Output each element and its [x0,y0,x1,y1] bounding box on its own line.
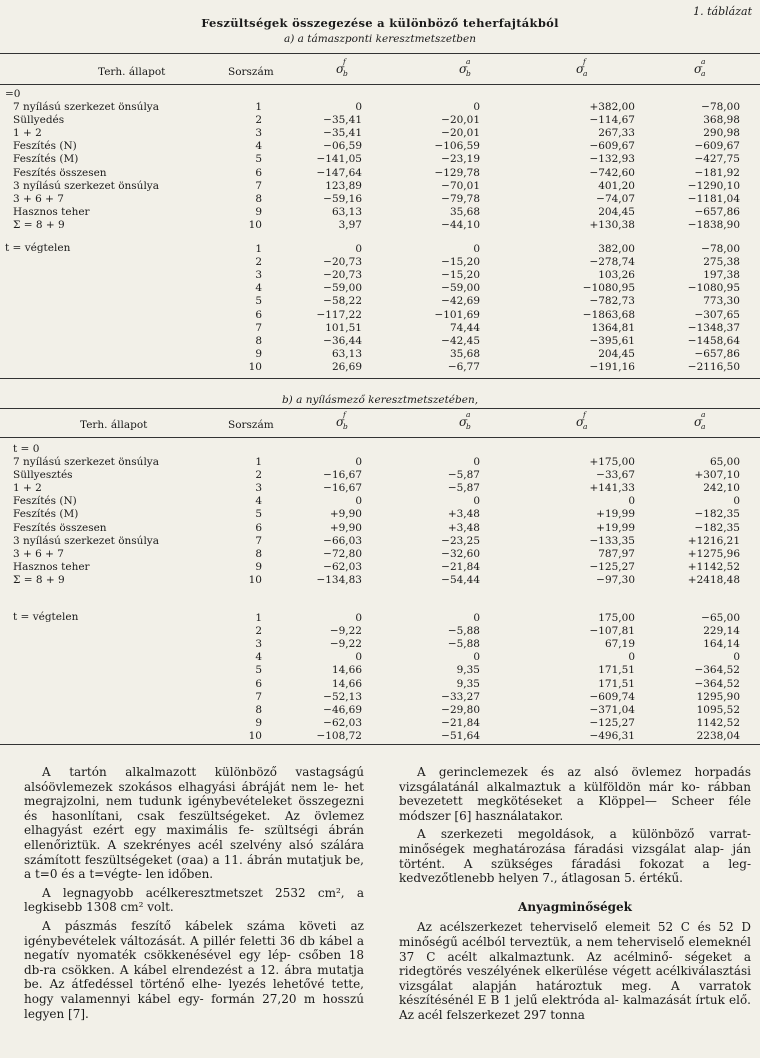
sigma-f-a-cell: −107,81 [589,625,635,638]
sigma-f-a-cell: −1080,95 [582,282,635,295]
number-cell: 8 [255,547,262,560]
sigma-f-a-cell: 204,45 [598,347,635,360]
number-cell: 7 [255,690,262,703]
sigma-f-a-cell: 175,00 [598,612,635,624]
sigma-a-b-cell: −54,44 [441,573,480,586]
sigma-a-b-cell: 9,35 [456,664,480,677]
sigma-a-a-cell: 773,30 [703,295,740,308]
sigma-f-b-cell: 123,89 [325,179,362,192]
right-paragraph-3: Az acélszerkezet teherviselő elemeit 52 C és 52 D minőségű acélból terveztük, a nem teherviselő elemeknél 37 C acélt alkalmaztunk. Az acélminő- ségeket a ridegtörés veszélyének elkerülése végett acélkiválasztási vizsgálat alapján határoztuk meg. A varratok készítésénél E B 1 jelű elektróda al- kalmazását írtuk elő. Az acél felszerkezet 297 tonna [399,920,751,1022]
load-state-cell: Σ = 8 + 9 [13,573,65,586]
sigma-f-a-cell: 787,97 [598,547,635,560]
number-cell: 1 [255,456,262,468]
number-cell: 6 [255,308,262,321]
table-row [0,508,760,520]
table-row [0,127,760,139]
load-state-cell: Süllyedés [13,114,65,127]
sigma-f-a-cell: −742,60 [589,166,635,179]
sigma-a-a-cell: −657,86 [694,205,740,218]
sigma-a-b-cell: −21,84 [441,560,480,573]
load-state-cell: 3 + 6 + 7 [13,547,64,560]
section-heading-materials: Anyagminőségek [518,899,632,914]
table-row [0,295,760,307]
sigma-a-b-cell: −59,00 [441,282,480,295]
sigma-f-b-cell: −72,80 [323,547,362,560]
sigma-f-b-cell: −117,22 [316,308,362,321]
load-state-cell: 3 nyílású szerkezet önsúlya [13,179,159,192]
section-a-header-sigma-a-b: σ a b [459,57,471,78]
sigma-a-a-cell: +1216,21 [687,534,740,547]
sigma-f-b-cell: −16,67 [323,469,362,482]
section-b-title: b) a nyílásmező keresztmetszetében, [281,394,479,406]
section-b-header-number: Sorszám [228,419,274,431]
sigma-f-a-cell: −371,04 [589,703,635,716]
sigma-f-b-cell: −108,72 [316,729,362,742]
sigma-f-a-cell: −278,74 [589,256,635,269]
number-cell: 5 [255,508,262,521]
sigma-a-b-cell: 0 [473,243,480,255]
sigma-f-b-cell: −62,03 [323,560,362,573]
load-state-cell: Feszítés összesen [13,521,107,534]
sigma-a-b-cell: −5,87 [447,482,480,495]
sigma-f-a-cell: +141,33 [589,482,635,495]
table-row [0,625,760,637]
table-row [0,256,760,268]
sigma-f-b-cell: 63,13 [331,347,362,360]
table-row [0,114,760,126]
sigma-f-a-cell: −1863,68 [582,308,635,321]
sigma-a-b-cell: +3,48 [447,508,480,521]
sigma-f-a-cell: +130,38 [589,218,635,231]
sigma-a-b-cell: 0 [473,456,480,468]
table-row [0,140,760,152]
sigma-f-b-cell: +9,90 [329,521,362,534]
number-cell: 6 [255,166,262,179]
number-cell: 4 [255,651,262,664]
number-cell: 4 [255,282,262,295]
number-cell: 6 [255,677,262,690]
table-row [0,167,760,179]
table-row [0,469,760,481]
section-b-header-sigma-a-a: σ a a [694,410,706,431]
number-cell: 5 [255,153,262,166]
sigma-a-b-cell: 0 [473,495,480,508]
sigma-f-a-cell: −609,74 [589,690,635,703]
sigma-f-a-cell: −395,61 [589,334,635,347]
section-b-header-sigma-a-b: σ a b [459,410,471,431]
load-state-cell: Feszítés összesen [13,166,107,179]
sigma-f-a-cell: −114,67 [589,114,635,127]
section-b-top-rule [0,408,760,409]
sigma-f-b-cell: 14,66 [331,677,362,690]
number-cell: 9 [255,205,262,218]
sigma-a-a-cell: 1295,90 [696,690,740,703]
table-row [0,180,760,192]
load-state-cell: 1 + 2 [13,127,42,140]
sigma-f-a-cell: +19,99 [596,521,635,534]
table-row [0,651,760,663]
load-state-cell: Hasznos teher [13,205,90,218]
sigma-f-a-cell: 103,26 [598,269,635,282]
sigma-f-b-cell: −66,03 [323,534,362,547]
number-cell: 10 [248,360,262,373]
sigma-a-a-cell: 229,14 [703,625,740,638]
sigma-a-b-cell: −70,01 [441,179,480,192]
sigma-a-b-cell: −42,45 [441,334,480,347]
number-cell: 5 [255,295,262,308]
sigma-a-a-cell: +307,10 [694,469,740,482]
sigma-f-a-cell: +175,00 [589,456,635,468]
sigma-a-a-cell: −657,86 [694,347,740,360]
section-b-header-sigma-f-b: σ f b [336,410,348,431]
sigma-a-b-cell: 74,44 [449,321,480,334]
table-row [0,730,760,742]
sigma-a-a-cell: 0 [733,651,740,664]
sigma-a-a-cell: −78,00 [701,243,740,255]
sigma-a-a-cell: 290,98 [703,127,740,140]
sigma-f-b-cell: −134,83 [316,573,362,586]
sigma-f-a-cell: −782,73 [589,295,635,308]
sigma-a-b-cell: −23,19 [441,153,480,166]
table-row [0,348,760,360]
sigma-a-b-cell: −29,80 [441,703,480,716]
number-cell: 3 [255,482,262,495]
sigma-a-a-cell: 1095,52 [696,703,740,716]
sigma-f-a-cell: −132,93 [589,153,635,166]
sigma-a-a-cell: −307,65 [694,308,740,321]
table-row [0,101,760,113]
section-a-t0-label: =0 [5,88,21,100]
number-cell: 7 [255,179,262,192]
section-a-header-sigma-f-b: σ f b [336,57,348,78]
sigma-a-a-cell: 1142,52 [696,716,740,729]
table-row [0,638,760,650]
load-state-cell: Feszítés (M) [13,508,79,521]
load-state-cell: 3 nyílású szerkezet önsúlya [13,534,159,547]
sigma-f-b-cell: 0 [355,612,362,624]
table-row [0,322,760,334]
number-cell: 1 [255,243,262,255]
number-cell: 10 [248,573,262,586]
sigma-f-b-cell: −62,03 [323,716,362,729]
sigma-a-a-cell: 0 [733,495,740,508]
sigma-a-a-cell: −182,35 [694,508,740,521]
sigma-f-a-cell: −125,27 [589,716,635,729]
sigma-a-b-cell: −5,87 [447,469,480,482]
sigma-a-a-cell: −427,75 [694,153,740,166]
sigma-f-b-cell: 0 [355,651,362,664]
sigma-f-b-cell: 0 [355,243,362,255]
section-a-bottom-rule [0,378,760,379]
table-row [0,193,760,205]
sigma-a-a-cell: 368,98 [703,114,740,127]
sigma-a-a-cell: −1838,90 [687,218,740,231]
sigma-a-a-cell: −1458,64 [687,334,740,347]
sigma-a-b-cell: 35,68 [449,205,480,218]
sigma-a-a-cell: −2116,50 [687,360,740,373]
sigma-a-b-cell: −15,20 [441,269,480,282]
sigma-f-b-cell: 101,51 [325,321,362,334]
sigma-a-b-cell: +3,48 [447,521,480,534]
number-cell: 3 [255,269,262,282]
sigma-a-b-cell: −106,59 [434,140,480,153]
sigma-f-a-cell: −191,16 [589,360,635,373]
sigma-a-a-cell: −609,67 [694,140,740,153]
section-b-header-rule [0,437,760,438]
sigma-a-a-cell: −78,00 [701,101,740,113]
sigma-a-b-cell: −32,60 [441,547,480,560]
sigma-f-b-cell: −59,00 [323,282,362,295]
table-row [0,678,760,690]
load-state-cell: Hasznos teher [13,560,90,573]
sigma-f-b-cell: −141,05 [316,153,362,166]
number-cell: 1 [255,612,262,624]
sigma-a-b-cell: −33,27 [441,690,480,703]
sigma-f-a-cell: 0 [628,651,635,664]
sigma-f-b-cell: +9,90 [329,508,362,521]
table-bottom-rule [0,744,760,745]
section-a-header-rule [0,84,760,85]
sigma-a-b-cell: −51,64 [441,729,480,742]
load-state-cell: 1 + 2 [13,482,42,495]
sigma-f-a-cell: 67,19 [604,638,635,651]
table-row [0,206,760,218]
sigma-f-b-cell: −9,22 [329,638,362,651]
load-state-cell: Süllyesztés [13,469,73,482]
sigma-f-a-cell: 1364,81 [591,321,635,334]
sigma-a-b-cell: −129,78 [434,166,480,179]
table-row [0,495,760,507]
sigma-a-b-cell: −23,25 [441,534,480,547]
number-cell: 7 [255,534,262,547]
sigma-a-a-cell: 164,14 [703,638,740,651]
load-state-cell: Feszítés (N) [13,495,77,508]
right-paragraph-2: A szerkezeti megoldások, a különböző varrat- minőségek meghatározása fáradási vizsgálat alap- ján történt. A szükséges fáradási fokozat a leg- kedvezőtlenebb helyen 7., átlagosan 5. értékű. [399,827,751,886]
sigma-f-b-cell: −20,73 [323,269,362,282]
sigma-f-a-cell: −496,31 [589,729,635,742]
number-cell: 7 [255,321,262,334]
number-cell: 1 [255,101,262,113]
section-a-header-number: Sorszám [228,66,274,78]
sigma-a-b-cell: −15,20 [441,256,480,269]
sigma-a-a-cell: −1080,95 [687,282,740,295]
sigma-f-b-cell: 0 [355,101,362,113]
table-title: Feszültségek összegezése a különböző teherfajtákból [201,16,559,30]
table-row [0,561,760,573]
sigma-f-a-cell: +19,99 [596,508,635,521]
sigma-f-b-cell: −58,22 [323,295,362,308]
sigma-f-b-cell: 0 [355,495,362,508]
sigma-a-a-cell: −181,92 [694,166,740,179]
section-b-t0-label: t = 0 [13,443,40,455]
number-cell: 10 [248,729,262,742]
sigma-a-b-cell: −20,01 [441,127,480,140]
sigma-a-b-cell: 0 [473,651,480,664]
sigma-a-b-cell: −5,88 [447,638,480,651]
sigma-f-b-cell: −35,41 [323,127,362,140]
sigma-f-b-cell: 63,13 [331,205,362,218]
number-cell: 2 [255,469,262,482]
sigma-f-b-cell: −35,41 [323,114,362,127]
table-row [0,361,760,373]
sigma-a-b-cell: 0 [473,101,480,113]
number-cell: 5 [255,664,262,677]
sigma-f-a-cell: 267,33 [598,127,635,140]
number-cell: 8 [255,703,262,716]
sigma-f-a-cell: 171,51 [598,664,635,677]
table-row [0,574,760,586]
table-row [0,704,760,716]
number-cell: 2 [255,114,262,127]
sigma-a-a-cell: 275,38 [703,256,740,269]
sigma-f-b-cell: −59,16 [323,192,362,205]
section-a-tinf-label: t = végtelen [5,242,71,254]
number-cell: 8 [255,192,262,205]
sigma-a-a-cell: +1142,52 [687,560,740,573]
sigma-a-a-cell: 2238,04 [696,729,740,742]
sigma-a-b-cell: −6,77 [447,360,480,373]
sigma-f-b-cell: −16,67 [323,482,362,495]
sigma-f-a-cell: −125,27 [589,560,635,573]
load-state-cell: 7 nyílású szerkezet önsúlya [13,456,159,468]
sigma-a-b-cell: −42,69 [441,295,480,308]
sigma-f-b-cell: −46,69 [323,703,362,716]
number-cell: 9 [255,347,262,360]
sigma-a-a-cell: +1275,96 [687,547,740,560]
sigma-a-b-cell: 0 [473,612,480,624]
right-text-column [399,765,751,1027]
left-paragraph-3: A pászmás feszítő kábelek száma követi az igénybevételek változását. A pillér feletti 36 db kábel a negatív nyomaték csökkenésével egy lép- csőben 18 db-ra csökken. A kábel elrendezést a 12. ábra mutatja be. Az átfedéssel történő elhe- lyezés lehetővé tette, hogy valamennyi kábel egy- formán 27,20 m hosszú legyen [7]. [24,918,364,1021]
table-row [0,309,760,321]
sigma-f-b-cell: −20,73 [323,256,362,269]
sigma-a-b-cell: −44,10 [441,218,480,231]
sigma-f-a-cell: −97,30 [596,573,635,586]
table-row [0,717,760,729]
number-cell: 9 [255,716,262,729]
section-a-title: a) a támaszponti keresztmetszetben [283,33,477,45]
sigma-a-b-cell: 9,35 [456,677,480,690]
sigma-f-a-cell: 0 [628,495,635,508]
section-a-header-sigma-a-a: σ a a [694,57,706,78]
number-cell: 9 [255,560,262,573]
number-cell: 2 [255,625,262,638]
number-cell: 4 [255,495,262,508]
number-cell: 10 [248,218,262,231]
section-a-top-rule [0,53,760,54]
load-state-cell: Feszítés (M) [13,153,79,166]
sigma-a-a-cell: 65,00 [709,456,740,468]
section-b-header-sigma-f-a: σ f a [576,410,588,431]
table-row [0,153,760,165]
sigma-f-b-cell: −36,44 [323,334,362,347]
sigma-f-b-cell: −52,13 [323,690,362,703]
sigma-f-a-cell: 171,51 [598,677,635,690]
section-b-header-state: Terh. állapot [80,419,148,431]
table-number: 1. táblázat [693,5,752,18]
sigma-a-b-cell: −21,84 [441,716,480,729]
sigma-f-a-cell: −133,35 [589,534,635,547]
table-row [0,522,760,534]
sigma-a-b-cell: −79,78 [441,192,480,205]
load-state-cell: 3 + 6 + 7 [13,192,64,205]
table-row [0,535,760,547]
sigma-f-b-cell: 0 [355,456,362,468]
sigma-a-b-cell: 35,68 [449,347,480,360]
table-row [0,456,760,468]
sigma-f-a-cell: −609,67 [589,140,635,153]
right-paragraph-1: A gerinclemezek és az alsó övlemez horpadás vizsgálatánál alkalmaztuk a külföldön már ko- rábban bevezetett megkötéseket a Klöppel— Scheer féle módszer [6] használatakor. [399,765,751,823]
number-cell: 6 [255,521,262,534]
table-row [0,282,760,294]
sigma-a-b-cell: −101,69 [434,308,480,321]
left-paragraph-1: A tartón alkalmazott különböző vastagságú alsóövlemezek szokásos elhagyási ábráját nem le- het megrajzolni, nem tudunk igénybevételeket összegezni és hasonlítani, csak feszültségeket. Az övlemez elhagyást ezért egy maximális fe- szültségi ábrán ellenőriztük. A szekrényes acél szelvény alsó szálára számított feszültségeket (σaa) a 11. ábrán mutatjuk be, a t=0 és a t=végte- len időben. [24,765,364,882]
sigma-a-b-cell: −5,88 [447,625,480,638]
left-text-column [24,765,364,1025]
sigma-a-a-cell: −65,00 [701,612,740,624]
load-state-cell: Σ = 8 + 9 [13,218,65,231]
section-a-header-state: Terh. állapot [98,66,166,78]
table-row [0,269,760,281]
number-cell: 4 [255,140,262,153]
sigma-a-a-cell: 242,10 [703,482,740,495]
table-row [0,243,760,255]
sigma-a-a-cell: −1290,10 [687,179,740,192]
sigma-a-a-cell: −364,52 [694,664,740,677]
sigma-f-b-cell: −9,22 [329,625,362,638]
number-cell: 2 [255,256,262,269]
number-cell: 8 [255,334,262,347]
load-state-cell: Feszítés (N) [13,140,77,153]
sigma-a-a-cell: −364,52 [694,677,740,690]
sigma-f-a-cell: 382,00 [598,243,635,255]
sigma-f-b-cell: −147,64 [316,166,362,179]
table-row [0,482,760,494]
sigma-a-a-cell: −1348,37 [687,321,740,334]
number-cell: 3 [255,127,262,140]
load-state-cell: 7 nyílású szerkezet önsúlya [13,101,159,113]
table-row [0,219,760,231]
sigma-f-a-cell: 204,45 [598,205,635,218]
table-row [0,335,760,347]
sigma-a-a-cell: −1181,04 [687,192,740,205]
sigma-f-b-cell: 14,66 [331,664,362,677]
table-row [0,664,760,676]
sigma-f-a-cell: −33,67 [596,469,635,482]
sigma-f-a-cell: +382,00 [589,101,635,113]
table-row [0,691,760,703]
sigma-f-b-cell: −06,59 [323,140,362,153]
table-row [0,612,760,624]
left-paragraph-2: A legnagyobb acélkeresztmetszet 2532 cm², a legkisebb 1308 cm² volt. [24,885,364,915]
sigma-a-a-cell: 197,38 [703,269,740,282]
sigma-f-a-cell: −74,07 [596,192,635,205]
table-row [0,548,760,560]
sigma-a-a-cell: +2418,48 [687,573,740,586]
sigma-a-b-cell: −20,01 [441,114,480,127]
sigma-f-a-cell: 401,20 [598,179,635,192]
number-cell: 3 [255,638,262,651]
sigma-a-a-cell: −182,35 [694,521,740,534]
section-b-tinf-label: t = végtelen [13,611,79,623]
sigma-f-b-cell: 26,69 [331,360,362,373]
section-a-header-sigma-f-a: σ f a [576,57,588,78]
sigma-f-b-cell: 3,97 [338,218,362,231]
